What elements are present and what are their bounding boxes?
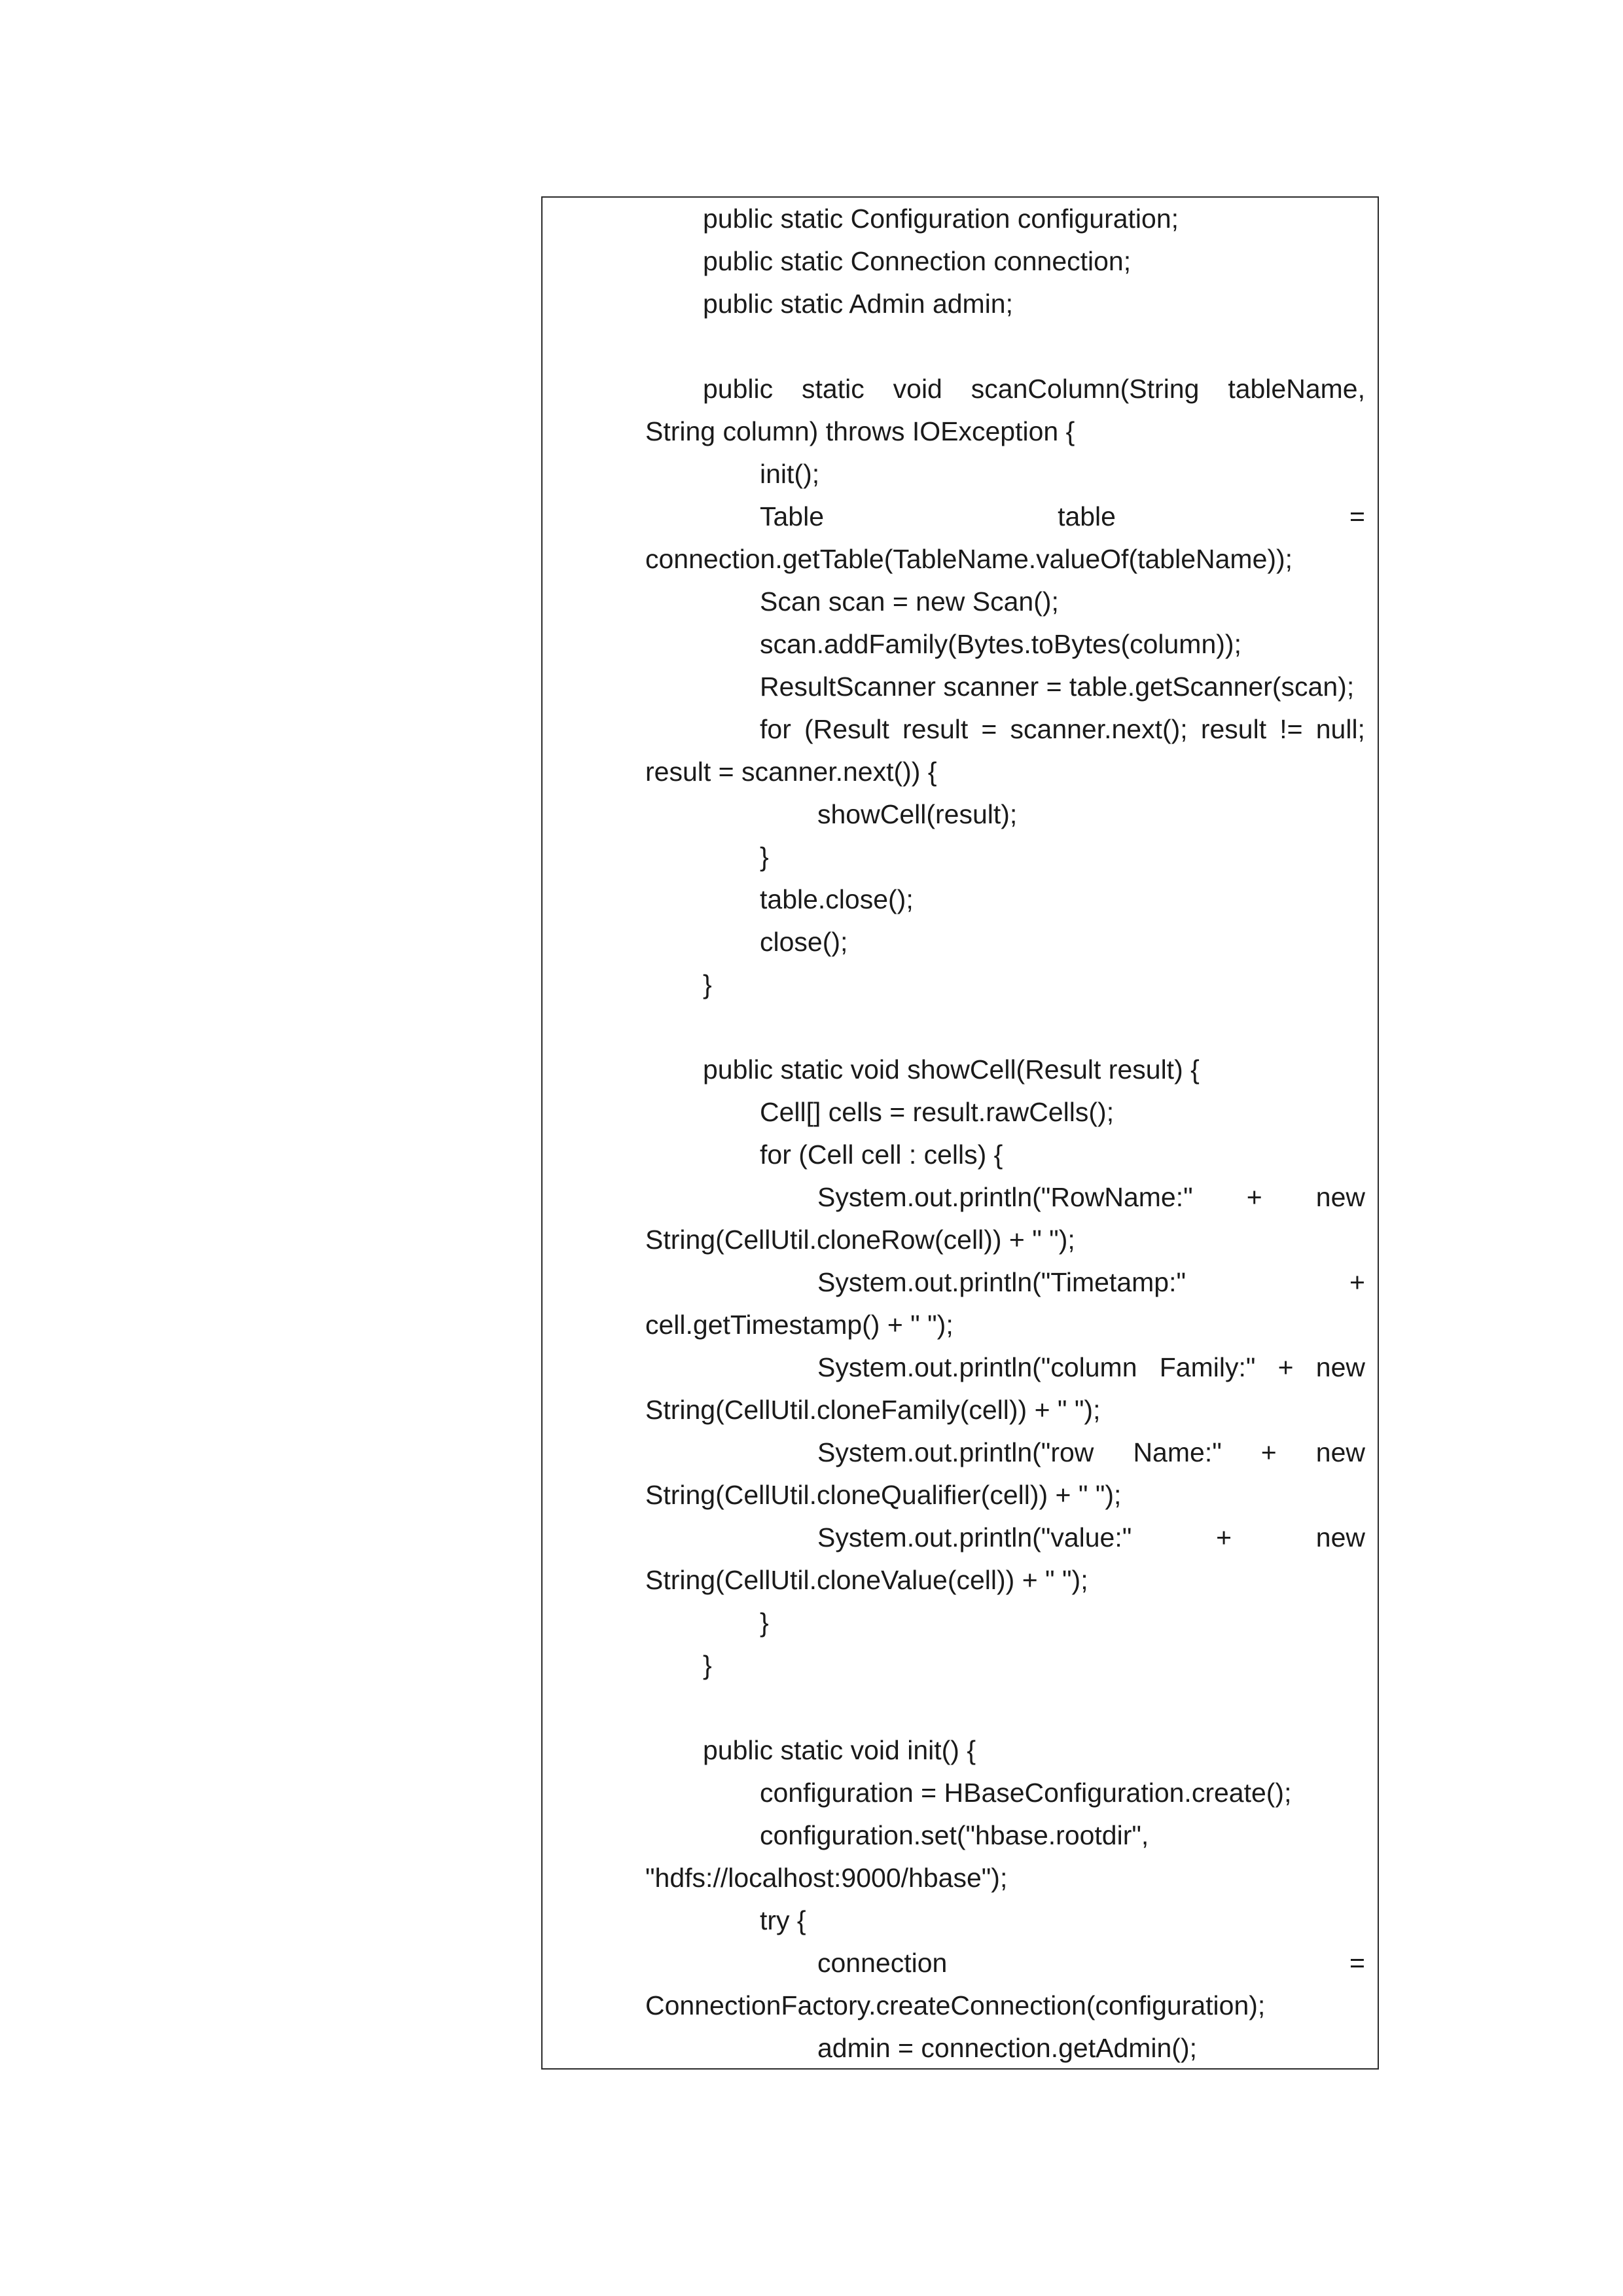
code-token: result — [902, 714, 969, 744]
code-token: = — [1349, 1948, 1365, 1978]
code-token: tableName, — [1228, 374, 1365, 404]
code-token: new — [1315, 1522, 1365, 1552]
code-token: null; — [1315, 714, 1365, 744]
code-token: void — [893, 374, 942, 404]
code-token: + — [1349, 1267, 1365, 1297]
code-token: public — [703, 374, 774, 404]
code-line: ConnectionFactory.createConnection(configuration); — [645, 1990, 1266, 2020]
code-line: String(CellUtil.cloneQualifier(cell)) + " "); — [645, 1480, 1122, 1510]
code-token: != — [1279, 714, 1303, 744]
code-line: cell.getTimestamp() + " "); — [645, 1310, 954, 1340]
code-token: System.out.println("row — [817, 1437, 1094, 1467]
code-token: Family:" — [1159, 1352, 1256, 1382]
code-line: for (Cell cell : cells) { — [760, 1139, 1003, 1170]
code-line: String(CellUtil.cloneFamily(cell)) + " "); — [645, 1395, 1101, 1425]
code-line: configuration.set("hbase.rootdir", — [760, 1820, 1149, 1850]
code-line: ResultScanner scanner = table.getScanner(scan); — [760, 672, 1355, 702]
code-line — [817, 1176, 1365, 1219]
code-token: + — [1216, 1522, 1232, 1552]
code-line: close(); — [760, 927, 848, 957]
code-line — [817, 1431, 1365, 1474]
code-line: connection.getTable(TableName.valueOf(tableName)); — [645, 544, 1293, 574]
code-token: System.out.println("column — [817, 1352, 1137, 1382]
code-token: Table — [760, 501, 825, 531]
code-token: Name:" — [1133, 1437, 1222, 1467]
code-line: String column) throws IOException { — [645, 416, 1075, 446]
code-line: table.close(); — [760, 884, 914, 914]
code-token: = — [1349, 501, 1365, 531]
code-line: String(CellUtil.cloneRow(cell)) + " "); — [645, 1225, 1075, 1255]
code-line: } — [760, 1607, 769, 1638]
code-token: System.out.println("RowName:" — [817, 1182, 1193, 1212]
code-token: System.out.println("value:" — [817, 1522, 1132, 1552]
code-line: public static Configuration configuration; — [703, 204, 1179, 234]
code-token: static — [802, 374, 865, 404]
code-line: Scan scan = new Scan(); — [760, 586, 1059, 617]
code-token: connection — [817, 1948, 948, 1978]
code-line: configuration = HBaseConfiguration.create(); — [760, 1778, 1292, 1808]
code-token: new — [1315, 1437, 1365, 1467]
code-line: init(); — [760, 459, 820, 489]
code-listing-box — [541, 196, 1379, 2070]
code-token: (Result — [804, 714, 889, 744]
code-line: } — [703, 1650, 712, 1680]
code-line: scan.addFamily(Bytes.toBytes(column)); — [760, 629, 1241, 659]
code-line: } — [760, 842, 769, 872]
code-line: String(CellUtil.cloneValue(cell)) + " "); — [645, 1565, 1088, 1595]
code-token: scanner.next(); — [1010, 714, 1188, 744]
code-line: admin = connection.getAdmin(); — [817, 2033, 1198, 2063]
code-line: Cell[] cells = result.rawCells(); — [760, 1097, 1115, 1127]
code-token: new — [1315, 1182, 1365, 1212]
code-line: "hdfs://localhost:9000/hbase"); — [645, 1863, 1008, 1893]
code-line — [760, 495, 1365, 538]
code-line — [817, 1942, 1365, 1984]
code-line — [817, 1516, 1365, 1559]
code-token: + — [1260, 1437, 1277, 1467]
code-token: + — [1246, 1182, 1262, 1212]
code-line: } — [703, 969, 712, 999]
code-line — [817, 1346, 1365, 1389]
code-token: + — [1277, 1352, 1294, 1382]
code-line: public static void showCell(Result result) { — [703, 1054, 1200, 1085]
code-token: for — [760, 714, 791, 744]
code-line: try { — [760, 1905, 806, 1935]
code-line — [817, 1261, 1365, 1304]
code-line: public static void init() { — [703, 1735, 976, 1765]
code-line: public static Connection connection; — [703, 246, 1132, 276]
code-line: showCell(result); — [817, 799, 1018, 829]
code-line — [703, 368, 1365, 410]
code-token: new — [1315, 1352, 1365, 1382]
code-token: table — [1058, 501, 1116, 531]
code-line: public static Admin admin; — [703, 289, 1014, 319]
code-line: result = scanner.next()) { — [645, 757, 937, 787]
code-line — [760, 708, 1365, 751]
code-token: scanColumn(String — [971, 374, 1200, 404]
code-token: result — [1200, 714, 1267, 744]
code-token: System.out.println("Timetamp:" — [817, 1267, 1186, 1297]
code-token: = — [981, 714, 997, 744]
